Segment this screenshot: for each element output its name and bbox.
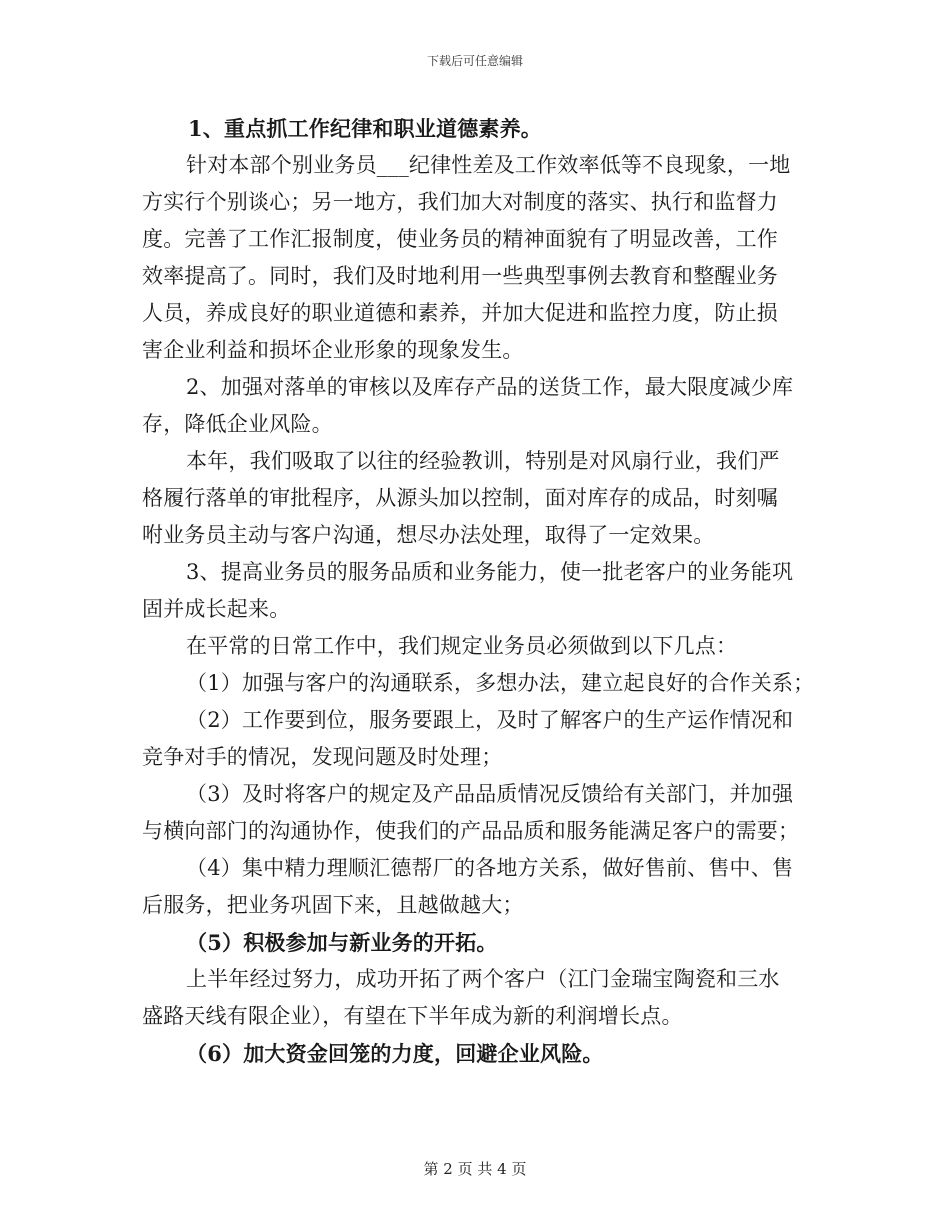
paragraph-line: 针对本部个别业务员___纪律性差及工作效率低等不良现象，一地: [186, 153, 791, 177]
heading-1: 1、重点抓工作纪律和职业道德素养。: [188, 116, 543, 141]
paragraph-line: 人员，养成良好的职业道德和素养，并加大促进和监控力度，防止损: [142, 301, 778, 325]
paragraph-line: 咐业务员主动与客户沟通，想尽办法处理，取得了一定效果。: [142, 523, 715, 547]
paragraph-line: 本年，我们吸取了以往的经验教训，特别是对风扇行业，我们严: [186, 449, 780, 473]
document-body: [142, 110, 822, 1072]
heading-2-line: 2、加强对落单的审核以及库存产品的送货工作，最大限度减少库: [186, 375, 794, 399]
paragraph-line: 在平常的日常工作中，我们规定业务员必须做到以下几点：: [186, 634, 738, 658]
paragraph-line: 方实行个别谈心；另一地方，我们加大对制度的落实、执行和监督力: [142, 190, 778, 214]
list-item-4-cont: 后服务，把业务巩固下来，且越做越大；: [142, 893, 524, 917]
paragraph-line: 度。完善了工作汇报制度，使业务员的精神面貌有了明显改善，工作: [142, 227, 778, 251]
heading-3-line: 3、提高业务员的服务品质和业务能力，使一批老客户的业务能巩: [186, 560, 794, 584]
paragraph-line: 盛路天线有限企业），有望在下半年成为新的利润增长点。: [142, 1004, 683, 1028]
list-item-5: （5）积极参加与新业务的开拓。: [186, 930, 498, 955]
page-footer: 第 2 页 共 4 页: [423, 1160, 527, 1178]
paragraph-line: 效率提高了。同时，我们及时地利用一些典型事例去教育和整醒业务: [142, 264, 778, 288]
list-item-4: （4）集中精力理顺汇德帮厂的各地方关系，做好售前、售中、售: [186, 856, 794, 880]
list-item-1: （1）加强与客户的沟通联系，多想办法，建立起良好的合作关系；: [186, 671, 815, 695]
heading-2-line: 存，降低企业风险。: [142, 412, 333, 436]
paragraph-line: 害企业利益和损坏企业形象的现象发生。: [142, 338, 524, 362]
paragraph-line: 上半年经过努力，成功开拓了两个客户（江门金瑞宝陶瓷和三水: [186, 967, 780, 991]
list-item-3-cont: 与横向部门的沟通协作，使我们的产品品质和服务能满足客户的需要；: [142, 819, 800, 843]
page-header: 下载后可任意编辑: [426, 54, 523, 68]
list-item-6: （6）加大资金回笼的力度，回避企业风险。: [186, 1041, 604, 1066]
list-item-3: （3）及时将客户的规定及产品品质情况反馈给有关部门，并加强: [186, 782, 794, 806]
heading-3-line: 固并成长起来。: [142, 597, 291, 621]
list-item-2: （2）工作要到位，服务要跟上，及时了解客户的生产运作情况和: [186, 708, 794, 732]
list-item-2-cont: 竞争对手的情况，发现问题及时处理；: [142, 745, 503, 769]
paragraph-line: 格履行落单的审批程序，从源头加以控制，面对库存的成品，时刻嘱: [142, 486, 778, 510]
